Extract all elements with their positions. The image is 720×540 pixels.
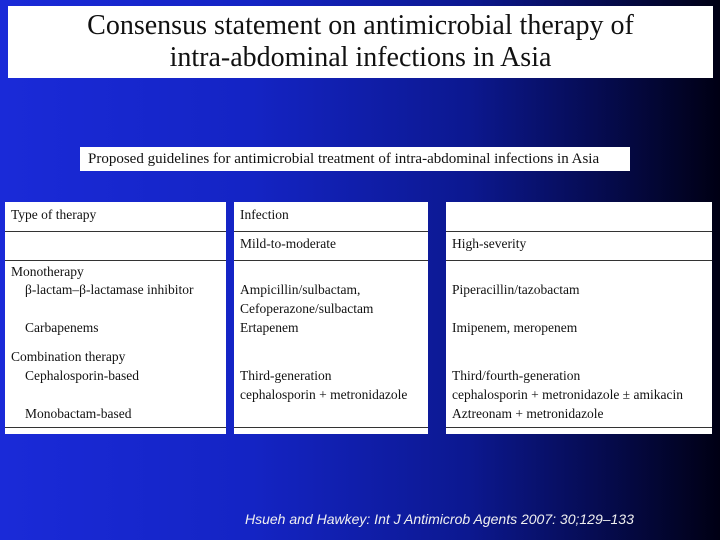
rule [5, 427, 226, 428]
rule [5, 231, 226, 232]
title-line-1: Consensus statement on antimicrobial therapy of [87, 10, 634, 41]
cell-cephalosporin-metronidazole: cephalosporin + metronidazole [240, 387, 408, 402]
rule [446, 231, 712, 232]
subheader-mild-to-moderate: Mild-to-moderate [240, 236, 336, 251]
cell-cephalosporin-metronidazole-amikacin: cephalosporin + metronidazole ± amikacin [452, 387, 683, 402]
rule [446, 260, 712, 261]
rule [234, 427, 428, 428]
high-severity-column [446, 202, 712, 434]
column-header-infection: Infection [240, 207, 289, 222]
cell-aztreonam-metronidazole: Aztreonam + metronidazole [452, 406, 604, 421]
row-label-carbapenems: Carbapenems [25, 320, 99, 335]
rule [5, 260, 226, 261]
cell-ertapenem: Ertapenem [240, 320, 299, 335]
cell-ampicillin-sulbactam: Ampicillin/sulbactam, [240, 282, 361, 297]
row-label-combination-therapy: Combination therapy [11, 349, 126, 364]
cell-third-fourth-generation: Third/fourth-generation [452, 368, 581, 383]
rule [234, 260, 428, 261]
cell-imipenem-meropenem: Imipenem, meropenem [452, 320, 578, 335]
citation-footer: Hsueh and Hawkey: Int J Antimicrob Agents 2007: 30;129–133 [245, 511, 634, 527]
table-caption: Proposed guidelines for antimicrobial treatment of intra-abdominal infections in Asia [80, 147, 630, 171]
slide-title [8, 6, 713, 78]
cell-piperacillin-tazobactam: Piperacillin/tazobactam [452, 282, 580, 297]
therapy-type-column [5, 202, 226, 434]
rule [446, 427, 712, 428]
cell-third-generation: Third-generation [240, 368, 332, 383]
row-label-monotherapy: Monotherapy [11, 264, 84, 279]
row-label-beta-lactam: β-lactam–β-lactamase inhibitor [25, 282, 194, 297]
subheader-high-severity: High-severity [452, 236, 527, 251]
title-line-2: intra-abdominal infections in Asia [169, 42, 552, 73]
mild-to-moderate-column [234, 202, 428, 434]
cell-cefoperazone-sulbactam: Cefoperazone/sulbactam [240, 301, 374, 316]
column-header-type-of-therapy: Type of therapy [11, 207, 97, 222]
row-label-cephalosporin-based: Cephalosporin-based [25, 368, 139, 383]
row-label-monobactam-based: Monobactam-based [25, 406, 132, 421]
rule [234, 231, 428, 232]
